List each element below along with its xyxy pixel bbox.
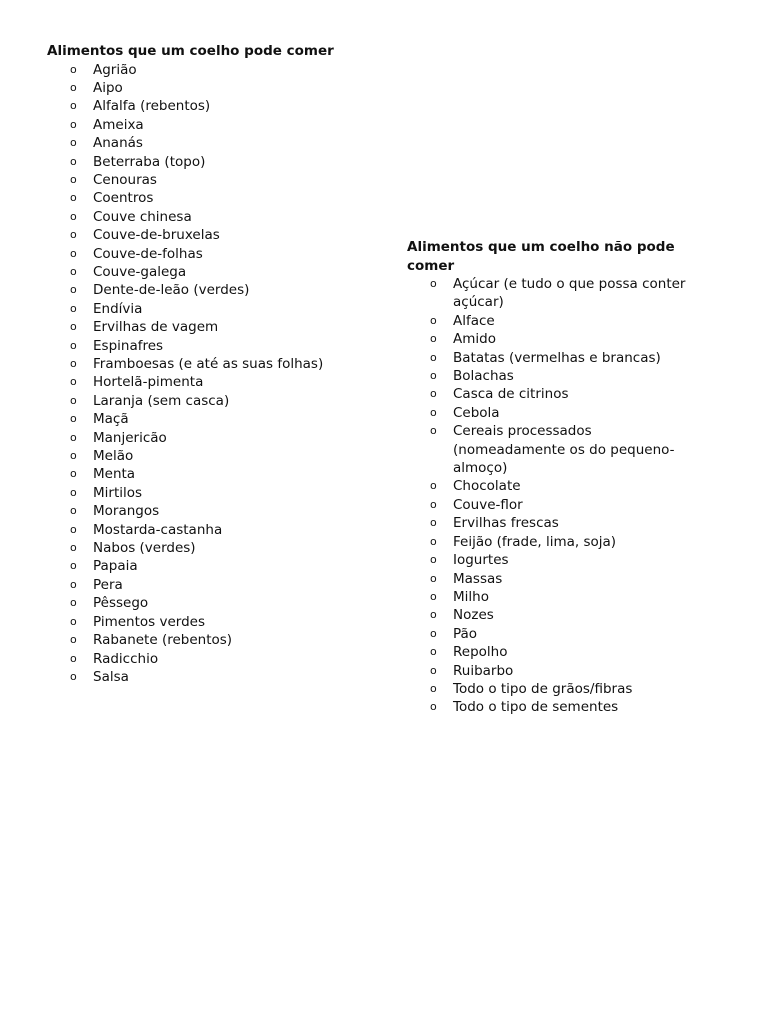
list-item: o Couve-de-folhas xyxy=(47,245,377,263)
list-item: o Pimentos verdes xyxy=(47,613,377,631)
list-item: o Menta xyxy=(47,465,377,483)
list-item xyxy=(407,551,707,569)
list-item-text: Couve-flor xyxy=(453,496,523,513)
list-item: o Couve chinesa xyxy=(47,208,377,226)
list-item: o Couve-de-bruxelas xyxy=(47,226,377,244)
list-item xyxy=(407,662,707,680)
list-item-text: Pão xyxy=(453,625,478,642)
list-item-text: Repolho xyxy=(453,644,508,661)
list-item-text: Cereais processados xyxy=(453,423,592,440)
list-item-text: Iogurtes xyxy=(453,552,509,569)
list-item xyxy=(407,477,707,495)
list-item: o Rabanete (rebentos) xyxy=(47,631,377,649)
list-item-text: Feijão (frade, lima, soja) xyxy=(453,533,617,550)
list-item-text: açúcar) xyxy=(453,294,504,311)
list-item-text: Ervilhas frescas xyxy=(453,515,559,532)
list-item-text: Todo o tipo de grãos/fibras xyxy=(453,680,633,697)
list-item xyxy=(407,496,707,514)
list-item-text: Massas xyxy=(453,570,503,587)
list-item-text: Ruibarbo xyxy=(453,662,514,679)
list-item: o Ananás xyxy=(47,134,377,152)
forbidden-foods-title-line-2: comer xyxy=(407,257,455,274)
list-item: o Ervilhas de vagem xyxy=(47,318,377,336)
list-item xyxy=(407,680,707,698)
list-item-text: Amido xyxy=(453,331,496,348)
list-item: o Agrião xyxy=(47,61,377,79)
list-item xyxy=(407,606,707,624)
forbidden-foods-list xyxy=(407,275,707,717)
list-item: o Maçã xyxy=(47,410,377,428)
list-item: o Couve-galega xyxy=(47,263,377,281)
list-item xyxy=(407,367,707,385)
list-item: o Dente-de-leão (verdes) xyxy=(47,281,377,299)
list-item: o Laranja (sem casca) xyxy=(47,392,377,410)
list-item-text: Batatas (vermelhas e brancas) xyxy=(453,349,661,366)
list-item: o Hortelã-pimenta xyxy=(47,373,377,391)
forbidden-foods-title xyxy=(407,238,707,275)
list-item: o Coentros xyxy=(47,189,377,207)
list-item: o Manjericão xyxy=(47,429,377,447)
list-item: o Morangos xyxy=(47,502,377,520)
list-item xyxy=(407,312,707,330)
list-item xyxy=(407,514,707,532)
list-item-text: (nomeadamente os do pequeno- xyxy=(453,441,675,458)
list-item-text: Casca de citrinos xyxy=(453,386,569,403)
list-item xyxy=(407,404,707,422)
list-item xyxy=(407,533,707,551)
list-item: o Melão xyxy=(47,447,377,465)
list-item-text: Cebola xyxy=(453,404,500,421)
list-item: o Alfalfa (rebentos) xyxy=(47,97,377,115)
list-item-text: Milho xyxy=(453,588,489,605)
list-item-text: Chocolate xyxy=(453,478,521,495)
list-item xyxy=(407,570,707,588)
list-item xyxy=(407,275,707,312)
list-item-text: Açúcar (e tudo o que possa conter xyxy=(453,276,686,292)
list-item: o Beterraba (topo) xyxy=(47,153,377,171)
list-item: o Mirtilos xyxy=(47,484,377,502)
list-item xyxy=(407,625,707,643)
list-item xyxy=(407,385,707,403)
list-item: o Papaia xyxy=(47,557,377,575)
list-item-text: Todo o tipo de sementes xyxy=(453,699,619,716)
list-item: o Nabos (verdes) xyxy=(47,539,377,557)
list-item: o Radicchio xyxy=(47,650,377,668)
list-item xyxy=(407,422,707,477)
list-item: o Framboesas (e até as suas folhas) xyxy=(47,355,377,373)
allowed-foods-list xyxy=(47,61,377,687)
list-item: o Endívia xyxy=(47,300,377,318)
list-item: o Mostarda-castanha xyxy=(47,521,377,539)
list-item xyxy=(407,588,707,606)
list-item: o Pêssego xyxy=(47,594,377,612)
allowed-foods-title: Alimentos que um coelho pode comer xyxy=(47,43,334,59)
forbidden-foods-section xyxy=(407,238,707,717)
forbidden-foods-title-line-1: Alimentos que um coelho não pode xyxy=(407,239,675,255)
list-item xyxy=(407,330,707,348)
list-item xyxy=(407,698,707,716)
list-item: o Ameixa xyxy=(47,116,377,134)
list-item-text: Alface xyxy=(453,312,495,329)
list-item: o Pera xyxy=(47,576,377,594)
list-item-text: Bolachas xyxy=(453,368,514,385)
list-item: o Salsa xyxy=(47,668,377,686)
list-item xyxy=(407,349,707,367)
list-item: o Aipo xyxy=(47,79,377,97)
list-item: o Espinafres xyxy=(47,337,377,355)
list-item-text: Nozes xyxy=(453,607,494,624)
list-item-text: almoço) xyxy=(453,460,508,477)
list-item: o Cenouras xyxy=(47,171,377,189)
list-item xyxy=(407,643,707,661)
allowed-foods-section xyxy=(47,42,377,686)
